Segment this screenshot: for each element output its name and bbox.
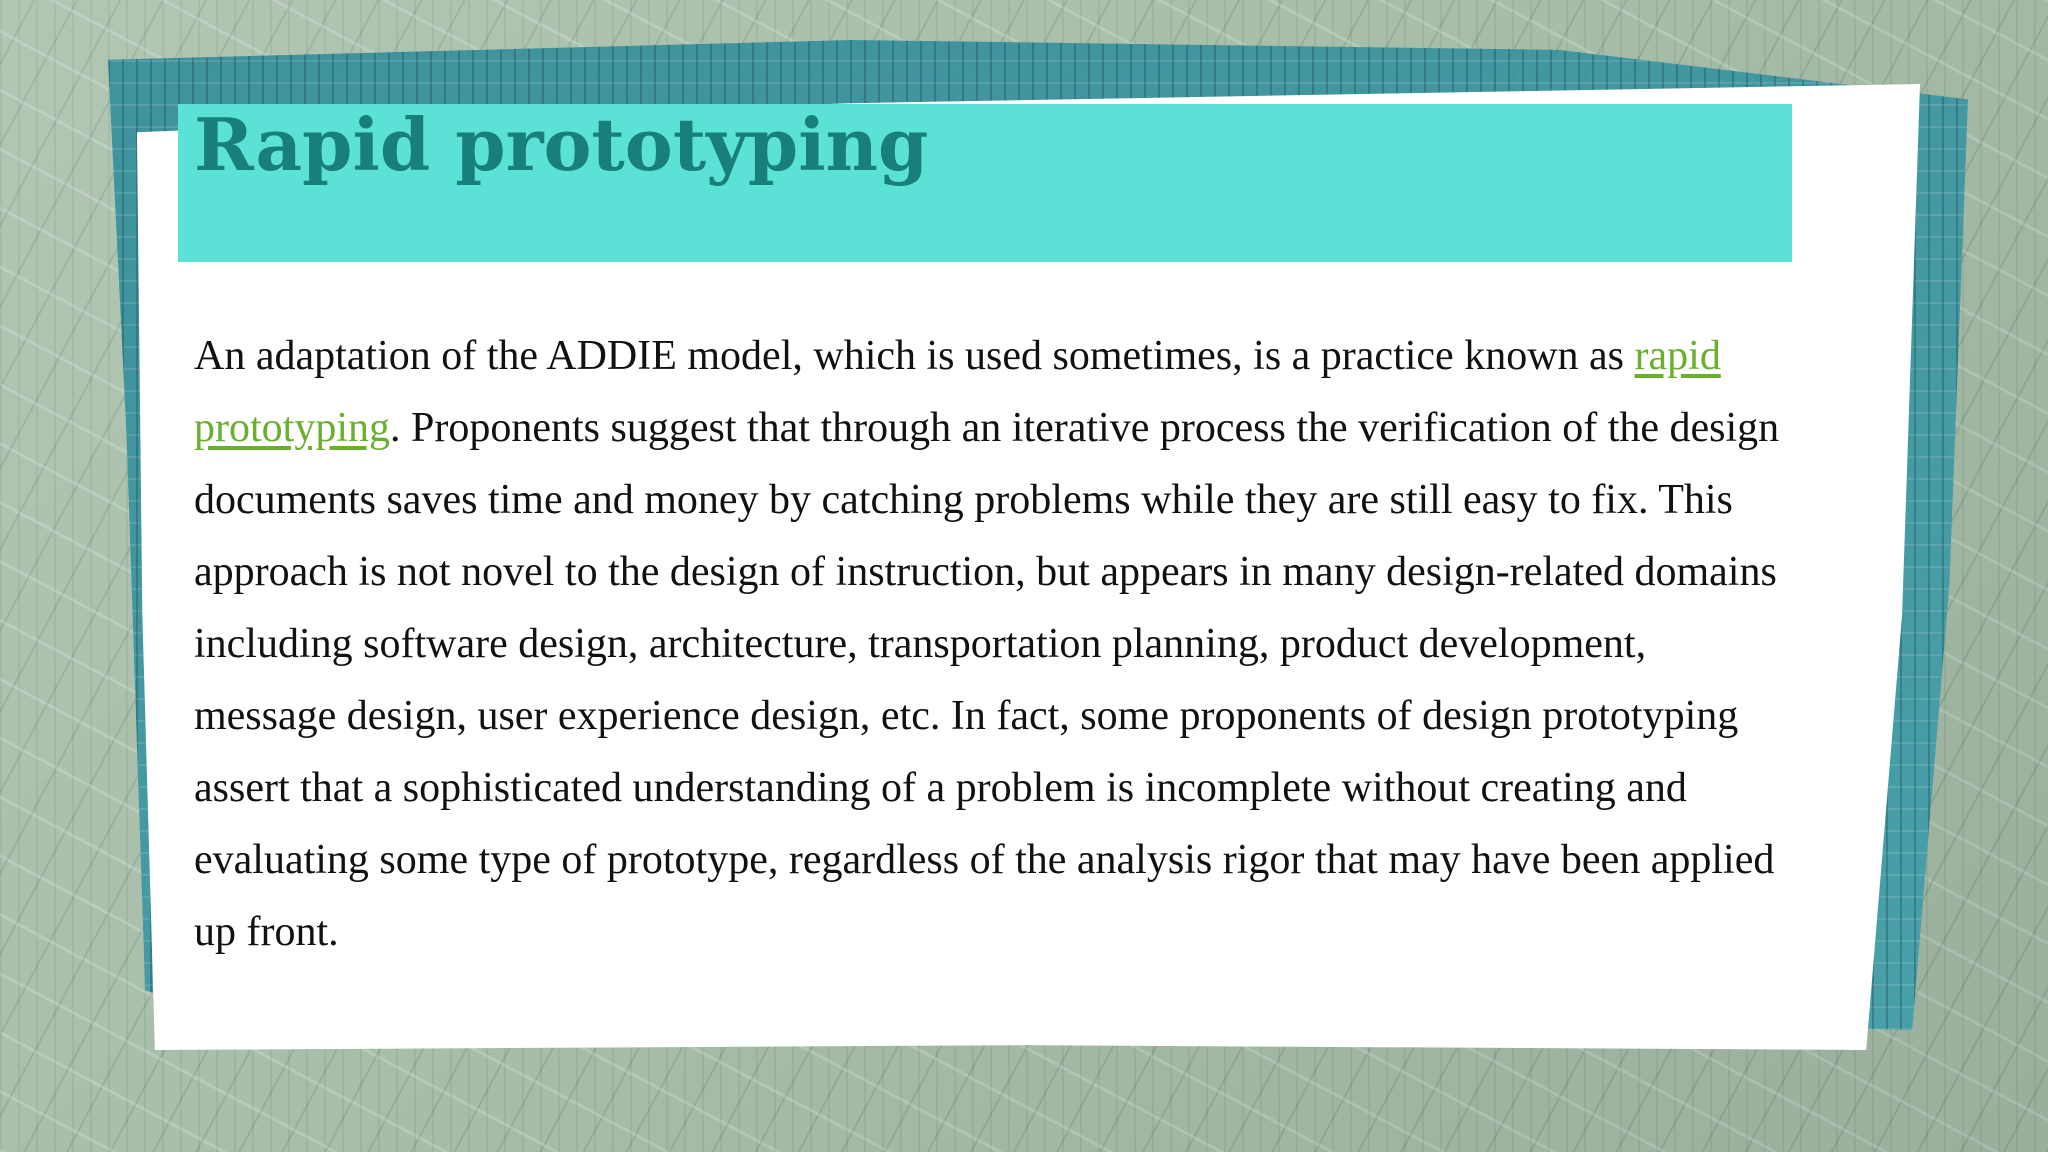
- slide-body: [194, 320, 1794, 968]
- rapid-prototyping-link[interactable]: rapid prototyping: [194, 333, 1721, 451]
- body-text-before-link: An adaptation of the ADDIE model, which is used sometimes, is a practice known as: [194, 333, 1635, 379]
- slide-title: Rapid prototyping: [194, 102, 929, 187]
- body-text-after-link: . Proponents suggest that through an iterative process the verification of the design documents saves time and money by catching problems while they are still easy to fix. This approach is not novel to the design of instruction, but appears in many design-related domains including software design, architecture, transportation planning, product development, message design, user experience design, etc. In fact, some proponents of design prototyping assert that a sophisticated understanding of a problem is incomplete without creating and evaluating some type of prototype, regardless of the analysis rigor that may have been applied up front.: [194, 405, 1780, 955]
